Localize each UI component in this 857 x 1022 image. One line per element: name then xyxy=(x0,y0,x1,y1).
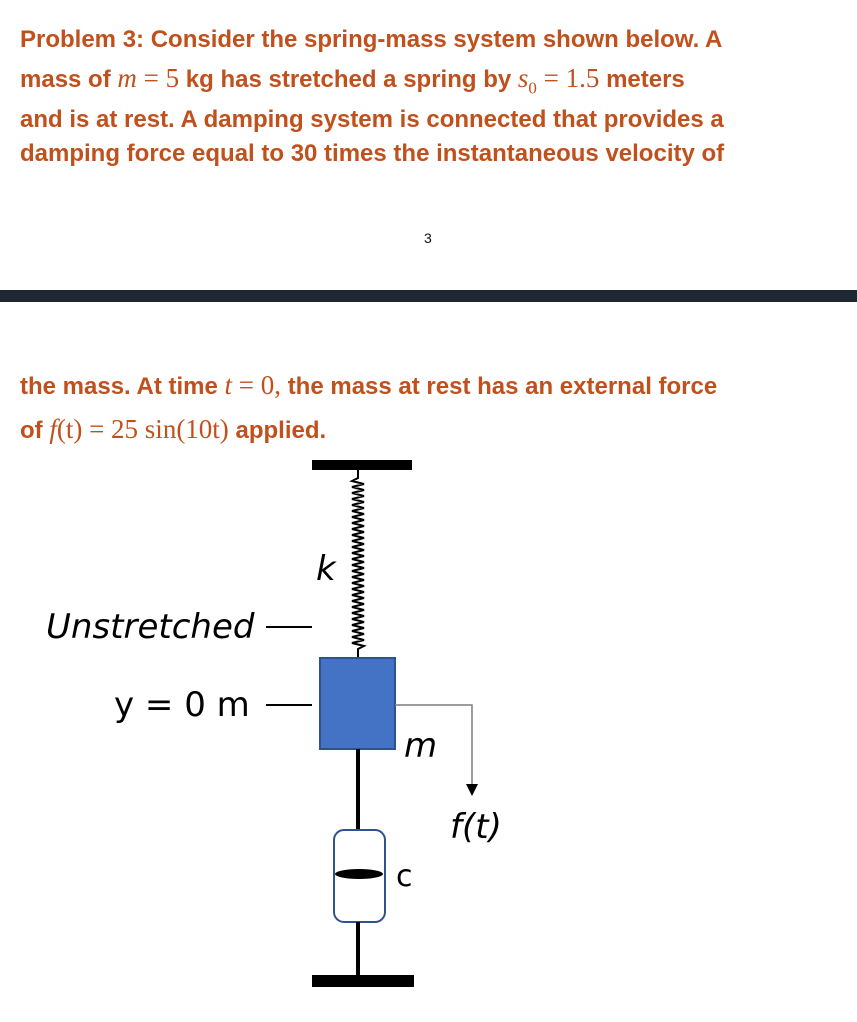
problem-text: and is at rest. A damping system is connected that provides a xyxy=(20,106,724,133)
page-number: 3 xyxy=(424,230,432,246)
unstretched-label: Unstretched xyxy=(46,607,255,647)
problem-text: kg has stretched a spring by xyxy=(185,66,512,93)
force-label: f(t) xyxy=(450,807,502,847)
problem-text: the mass at rest has an external force xyxy=(287,373,718,400)
problem-text: applied. xyxy=(235,417,327,444)
mass-label: m xyxy=(404,726,438,766)
floor-bar xyxy=(312,975,414,987)
problem-text: meters xyxy=(606,66,685,93)
force-arrowhead xyxy=(466,784,478,796)
damper-label: c xyxy=(396,859,413,894)
ceiling-bar xyxy=(312,460,412,470)
math-force: f(t) = 25 sin(10t) xyxy=(49,414,229,444)
mass-block xyxy=(320,658,395,749)
damper-piston xyxy=(335,869,383,879)
spring-label: k xyxy=(316,549,336,589)
math-time: t = 0, xyxy=(224,370,282,400)
spring xyxy=(352,470,364,658)
math-mass: m = 5 xyxy=(117,63,180,93)
equilibrium-label: y = 0 m xyxy=(114,685,250,725)
problem-text: Problem 3: Consider the spring-mass system shown below. A xyxy=(20,26,723,53)
problem-text: mass of xyxy=(20,66,111,93)
problem-text: of xyxy=(20,417,43,444)
problem-text: damping force equal to 30 times the instantaneous velocity of xyxy=(20,140,725,167)
problem-text: the mass. At time xyxy=(20,373,218,400)
math-stretch: $s_0 = 1.5$ xyxy=(517,63,600,98)
